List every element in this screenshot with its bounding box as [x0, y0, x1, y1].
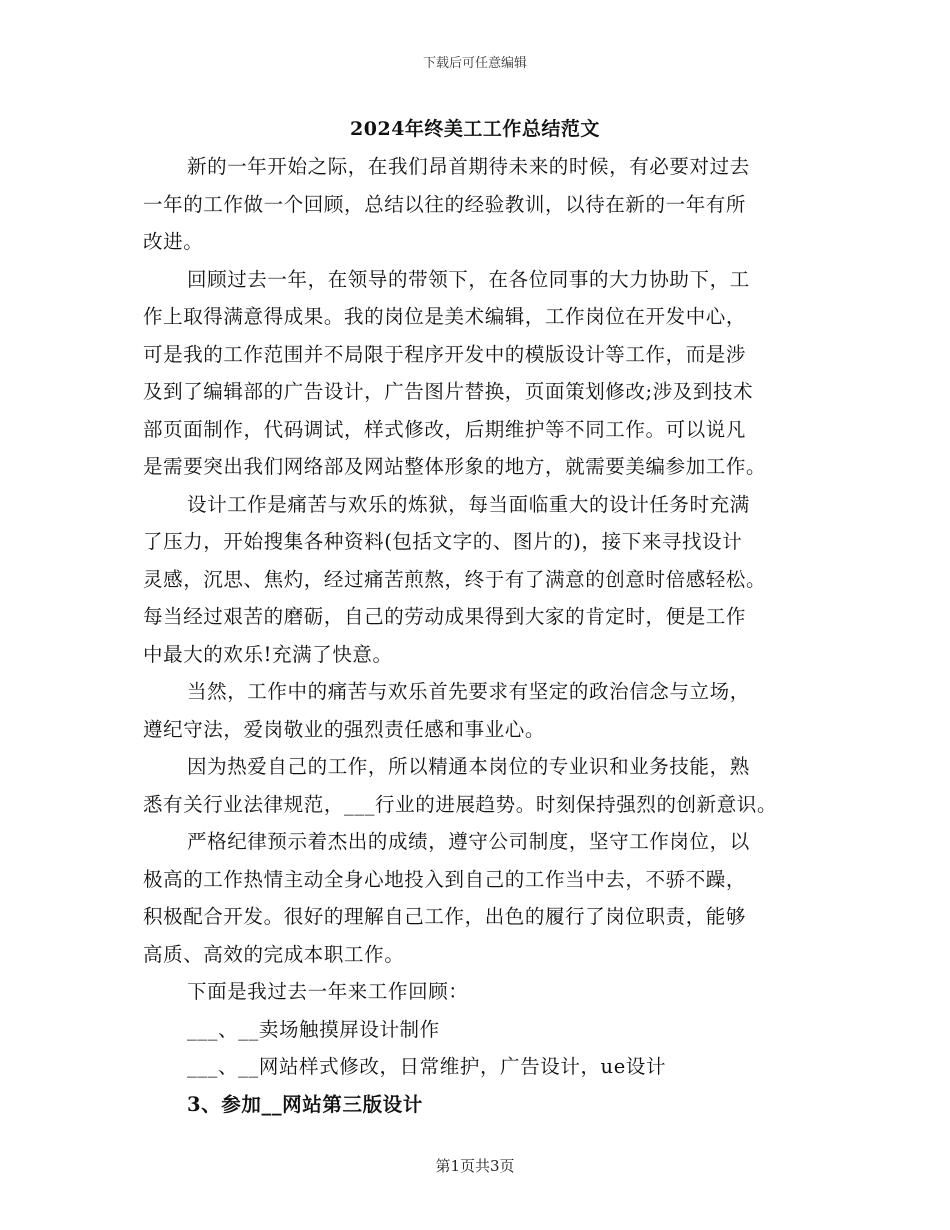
page-footer: 第1页共3页 — [435, 1157, 515, 1175]
paragraph-line: 了压力，开始搜集各种资料(包括文字的、图片的)，接下来寻找设计 — [143, 530, 743, 553]
paragraph-line: 及到了编辑部的广告设计，广告图片替换，页面策划修改;涉及到技术 — [143, 380, 754, 403]
paragraph-line: 一年的工作做一个回顾，总结以往的经验教训，以待在新的一年有所 — [143, 192, 747, 216]
paragraph-line: 作上取得满意得成果。我的岗位是美术编辑，工作岗位在开发中心， — [143, 305, 747, 328]
paragraph-line: 当然，工作中的痛苦与欢乐首先要求有坚定的政治信念与立场， — [187, 680, 750, 703]
paragraph-line: 新的一年开始之际，在我们昂首期待未来的时候，有必要对过去 — [187, 155, 750, 178]
list-item: ___、__卖场触摸屏设计制作 — [187, 1017, 440, 1041]
document-title: 2024年终美工工作总结范文 — [350, 118, 600, 140]
paragraph-line: 灵感，沉思、焦灼，经过痛苦煎熬，终于有了满意的创意时倍感轻松。 — [143, 567, 767, 591]
paragraph-line: 积极配合开发。很好的理解自己工作，出色的履行了岗位职责，能够 — [143, 905, 747, 928]
paragraph-line: 改进。 — [143, 230, 204, 253]
list-item: ___、__网站样式修改，日常维护，广告设计，ue设计 — [187, 1055, 667, 1078]
paragraph-line: 极高的工作热情主动全身心地投入到自己的工作当中去，不骄不躁， — [143, 867, 747, 891]
paragraph-line: 设计工作是痛苦与欢乐的炼狱，每当面临重大的设计任务时充满 — [187, 492, 750, 516]
paragraph-line: 因为热爱自己的工作，所以精通本岗位的专业识和业务技能，熟 — [187, 755, 750, 778]
document-body — [143, 148, 823, 1123]
paragraph-line: 中最大的欢乐!充满了快意。 — [143, 642, 393, 666]
paragraph-line: 下面是我过去一年来工作回顾： — [187, 980, 469, 1003]
paragraph-line: 悉有关行业法律规范，___行业的进展趋势。时刻保持强烈的创新意识。 — [143, 792, 778, 816]
paragraph-line: 可是我的工作范围并不局限于程序开发中的模版设计等工作，而是涉 — [143, 342, 747, 366]
page-header: 下载后可任意编辑 — [422, 56, 527, 71]
paragraph-line: 每当经过艰苦的磨砺，自己的劳动成果得到大家的肯定时，便是工作 — [143, 605, 747, 628]
paragraph-line: 部页面制作，代码调试，样式修改，后期维护等不同工作。可以说凡 — [143, 417, 747, 441]
paragraph-line: 回顾过去一年，在领导的带领下，在各位同事的大力协助下，工 — [187, 267, 750, 291]
paragraph-line: 遵纪守法，爱岗敬业的强烈责任感和事业心。 — [143, 717, 546, 741]
list-item-heading: 3、参加__网站第三版设计 — [187, 1092, 423, 1116]
paragraph-line: 高质、高效的完成本职工作。 — [143, 942, 405, 966]
paragraph-line: 严格纪律预示着杰出的成绩，遵守公司制度，坚守工作岗位，以 — [187, 830, 750, 853]
paragraph-line: 是需要突出我们网络部及网站整体形象的地方，就需要美编参加工作。 — [143, 455, 767, 478]
